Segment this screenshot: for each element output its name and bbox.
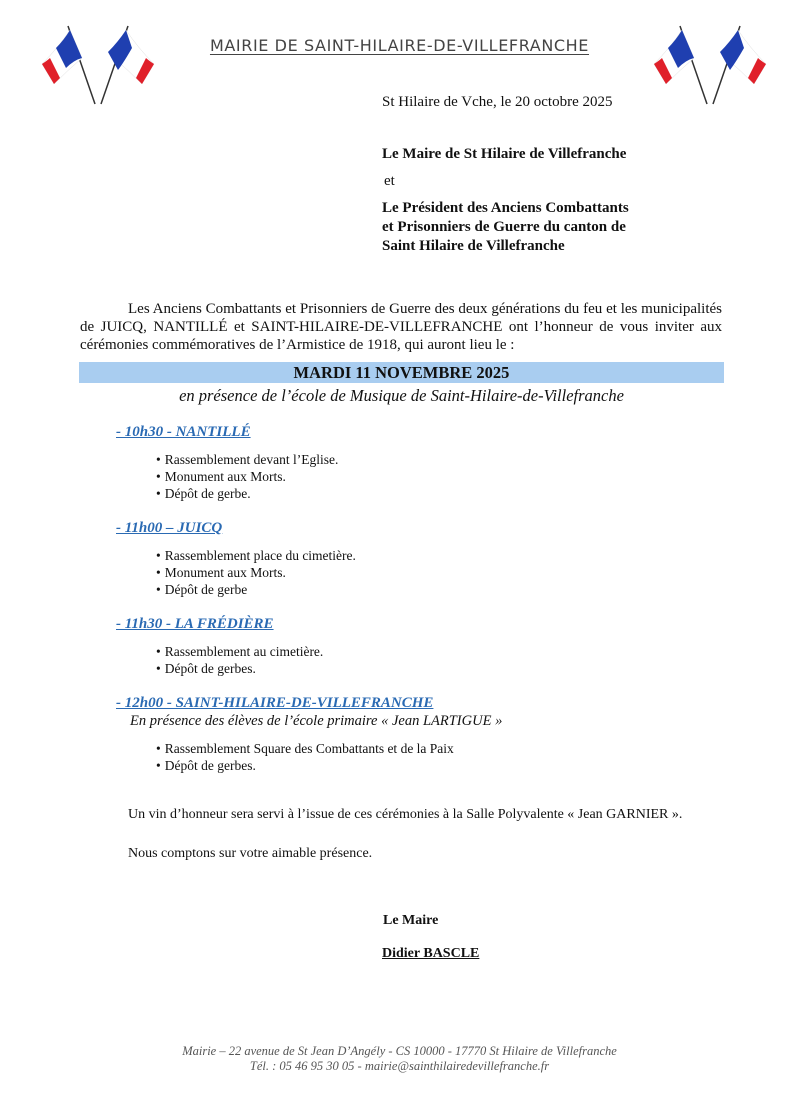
signature-name: Didier BASCLE — [382, 946, 480, 961]
schedule-list-juicq — [156, 547, 356, 598]
schedule-list-frediere — [156, 643, 323, 677]
footer-contact: Tél. : 05 46 95 30 05 - mairie@sainthilairedevillefranche.fr — [249, 1059, 550, 1073]
signer-mayor: Le Maire de St Hilaire de Villefranche — [382, 146, 627, 162]
list-item: • Dépôt de gerbes. — [156, 757, 454, 774]
schedule-heading-nantille: - 10h30 - NANTILLÉ — [116, 424, 251, 440]
list-item: • Monument aux Morts. — [156, 468, 338, 485]
list-item: • Rassemblement au cimetière. — [156, 643, 323, 660]
page-title: MAIRIE DE SAINT-HILAIRE-DE-VILLEFRANCHE — [209, 36, 590, 55]
french-flags-icon — [38, 18, 158, 108]
vin-honneur-text: Un vin d’honneur sera servi à l’issue de ces cérémonies à la Salle Polyvalente « Jean GARNIER ». — [128, 807, 683, 822]
list-item: • Dépôt de gerbes. — [156, 660, 323, 677]
list-item: • Rassemblement devant l’Eglise. — [156, 451, 338, 468]
list-item: • Dépôt de gerbe — [156, 581, 356, 598]
intro-paragraph: Les Anciens Combattants et Prisonniers de Guerre des deux générations du feu et les municipalités de JUICQ, NANTILLÉ et SAINT-HILAIRE-DE-VILLEFRANCHE ont l’honneur de vous inviter aux cérémonies commémoratives de l’Armistice de 1918, qui auront lieu le : — [80, 301, 722, 353]
list-item: • Dépôt de gerbe. — [156, 485, 338, 502]
signer-president-line: Le Président des Anciens Combattants — [382, 200, 629, 216]
list-item: • Rassemblement place du cimetière. — [156, 547, 356, 564]
closing-role: Le Maire — [383, 913, 439, 928]
presence-text: Nous comptons sur votre aimable présence. — [128, 846, 373, 861]
schedule-list-saint-hilaire — [156, 740, 454, 774]
signer-president-line: Saint Hilaire de Villefranche — [382, 238, 565, 254]
schedule-heading-frediere: - 11h30 - LA FRÉDIÈRE — [116, 616, 274, 632]
schedule-heading-juicq: - 11h00 – JUICQ — [116, 520, 223, 536]
date-line: St Hilaire de Vche, le 20 octobre 2025 — [382, 94, 613, 110]
event-subtitle: en présence de l’école de Musique de Saint-Hilaire-de-Villefranche — [179, 386, 624, 405]
signer-president-line: et Prisonniers de Guerre du canton de — [382, 219, 626, 235]
list-item: • Monument aux Morts. — [156, 564, 356, 581]
schedule-note: En présence des élèves de l’école primaire « Jean LARTIGUE » — [130, 713, 503, 729]
french-flags-icon — [650, 18, 770, 108]
conjunction: et — [384, 173, 395, 189]
schedule-list-nantille — [156, 451, 338, 502]
footer-address: Mairie – 22 avenue de St Jean D’Angély - CS 10000 - 17770 St Hilaire de Villefranche — [182, 1044, 617, 1058]
signer-president — [382, 199, 629, 256]
list-item: • Rassemblement Square des Combattants et de la Paix — [156, 740, 454, 757]
schedule-heading-saint-hilaire: - 12h00 - SAINT-HILAIRE-DE-VILLEFRANCHE — [116, 695, 434, 711]
event-date-banner: MARDI 11 NOVEMBRE 2025 — [79, 362, 724, 383]
